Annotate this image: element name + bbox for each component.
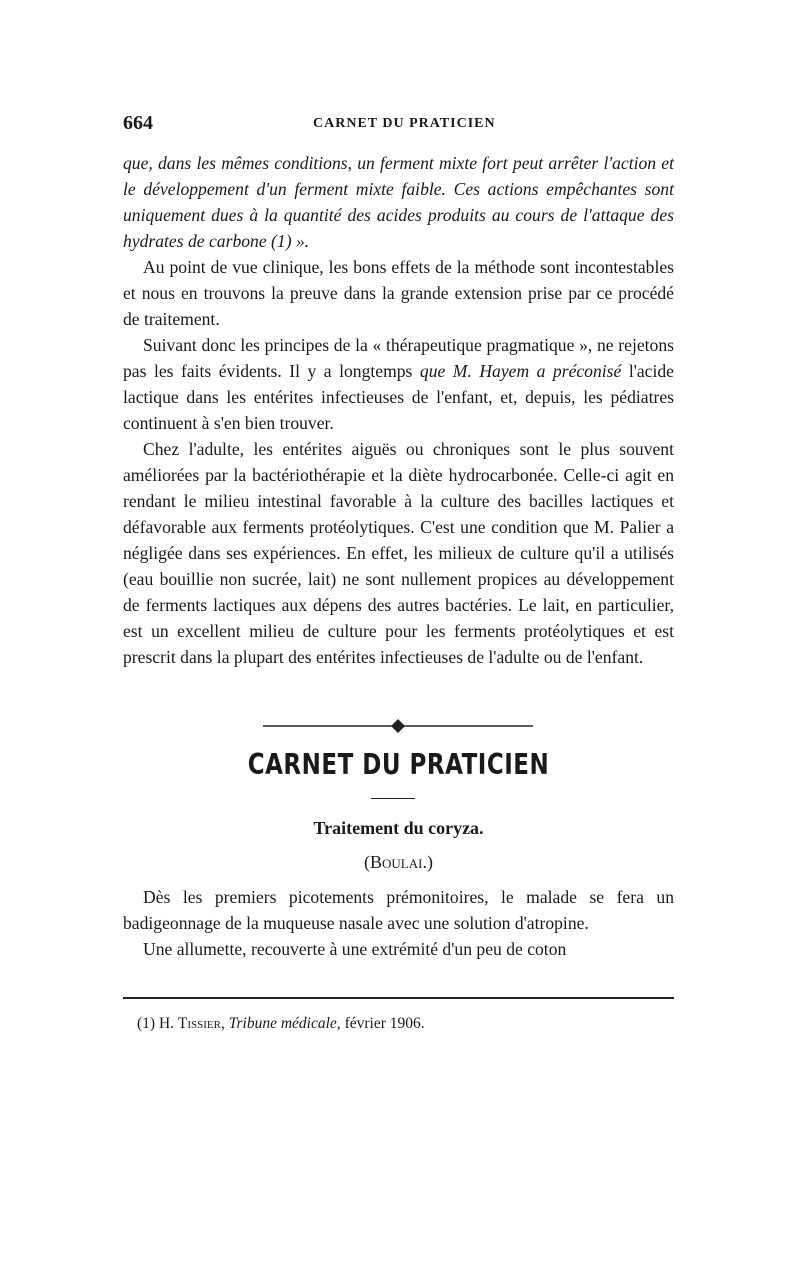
footnote-author: Tissier, <box>177 1015 225 1032</box>
section-separator-ornament <box>263 714 533 738</box>
running-header <box>123 112 674 142</box>
recipe-paragraph-1: Dès les premiers picotements prémonitoires, le malade se fera un badigeonnage de la muqueuse nasale avec une solution d'atropine. <box>123 887 674 933</box>
footnote-divider <box>123 997 674 999</box>
paragraph-adult: Chez l'adulte, les entérites aiguës ou chroniques sont le plus souvent améliorées par la bactériothérapie et la diète hydrocarbonée. Celle-ci agit en rendant le milieu intestinal favorable à la culture des bacilles lactiques et défavorable aux ferments protéolytiques. C'est une condition que M. Palier a négligée dans ses expériences. En effet, les milieux de culture qu'il a utilisés (eau bouillie non sucrée, lait) ne sont nullement propices au développement de ferments lactiques aux dépens des autres bactéries. Le lait, en particulier, est un excellent milieu de culture pour les ferments protéolytiques et est prescrit dans la plupart des entérites infectieuses de l'adulte ou de l'enfant. <box>123 439 674 667</box>
footnote-marker: (1) H. <box>137 1015 175 1032</box>
page-number: 664 <box>123 112 153 134</box>
footnote-journal: Tribune médicale, <box>228 1015 341 1032</box>
main-text <box>123 150 674 670</box>
title-underline <box>371 798 415 799</box>
paragraph-pragmatic <box>123 332 674 436</box>
paragraph-pragmatic-part-a: Suivant donc les principes de la « thérapeutique pragmatique », ne rejetons pas les faits évidents. Il y a longtemps <box>123 335 674 381</box>
paragraph-pragmatic-italic: que M. Hayem a préconisé <box>419 361 622 381</box>
recipe-text <box>123 884 674 962</box>
recipe-author: (Boulai.) <box>364 852 433 872</box>
section-title: CARNET DU PRATICIEN <box>247 748 550 782</box>
recipe-title: Traitement du coryza. <box>313 818 484 838</box>
paragraph-clinical: Au point de vue clinique, les bons effets de la méthode sont incontestables et nous en trouvons la preuve dans la grande extension prise par ce procédé de traitement. <box>123 257 674 329</box>
paragraph-pragmatic-part-b: l'acide lactique dans les entérites infectieuses de l'enfant, et, depuis, les pédiatres continuent à s'en bien trouver. <box>123 361 674 433</box>
recipe-paragraph-2: Une allumette, recouverte à une extrémité d'un peu de coton <box>143 939 567 959</box>
footnote <box>137 1015 425 1033</box>
footnote-date: février 1906. <box>344 1015 425 1032</box>
paragraph-quote-end: que, dans les mêmes conditions, un ferment mixte fort peut arrêter l'action et le développement d'un ferment mixte faible. Ces actions empêchantes sont uniquement dues à la quantité des acides produits au cours de l'attaque des hydrates de carbone (1) ». <box>123 153 674 251</box>
running-title: CARNET DU PRATICIEN <box>313 116 496 131</box>
